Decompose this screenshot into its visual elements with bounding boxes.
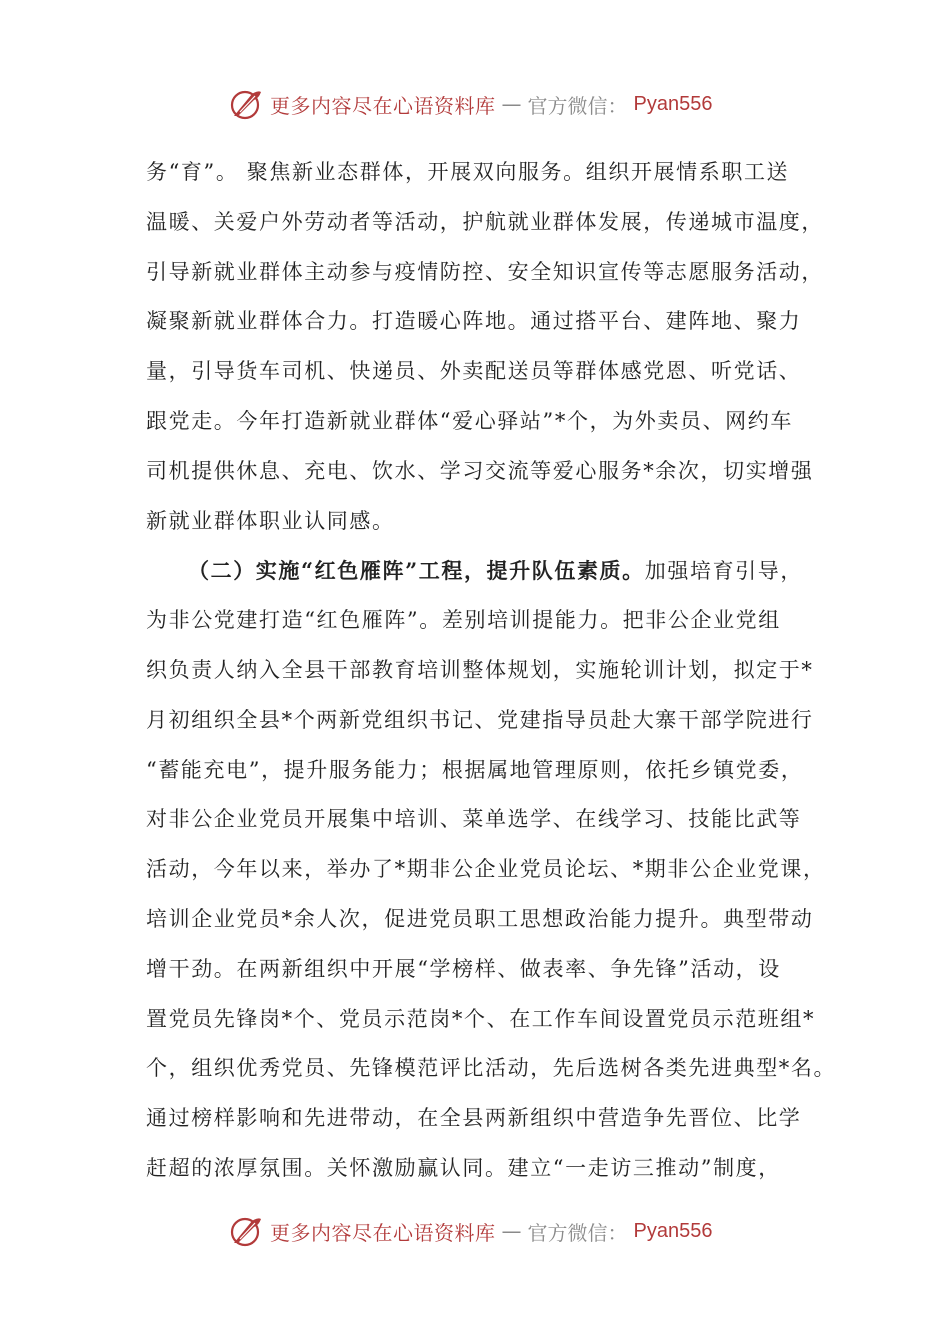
text-line: 温暖、关爱户外劳动者等活动，护航就业群体发展，传递城市温度， <box>146 209 824 234</box>
text-line: 赶超的浓厚氛围。关怀激励赢认同。建立“一走访三推动”制度， <box>146 1155 781 1180</box>
watermark-footer <box>228 1211 712 1251</box>
text-line: 司机提供休息、充电、饮水、学习交流等爱心服务*余次，切实增强 <box>146 458 814 483</box>
watermark-header <box>228 84 712 124</box>
watermark-separator: — <box>501 1219 522 1243</box>
text-line: “蓄能充电”，提升服务能力；根据属地管理原则，依托乡镇党委， <box>146 757 804 782</box>
text-line: 培训企业党员*余人次，促进党员职工思想政治能力提升。典型带动 <box>146 906 814 931</box>
text-line: 为非公党建打造“红色雁阵”。差别培训提能力。把非公企业党组 <box>146 608 781 633</box>
text-line: 月初组织全县*个两新党组织书记、党建指导员赴大寨干部学院进行 <box>146 707 814 732</box>
watermark-subtext: 官方微信： <box>527 93 628 118</box>
watermark-text: 更多内容尽在心语资料库 <box>270 93 496 118</box>
text-line: 个，组织优秀党员、先锋模范评比活动，先后选树各类先进典型*名。 <box>146 1056 837 1081</box>
quill-pen-circle-icon <box>228 1213 264 1249</box>
text-line: 务“育”。 聚焦新业态群体，开展双向服务。组织开展情系职工送 <box>146 160 790 184</box>
text-line: 量，引导货车司机、快递员、外卖配送员等群体感党恩、听党话、 <box>146 359 802 384</box>
quill-pen-circle-icon <box>228 86 264 122</box>
text-line: 对非公企业党员开展集中培训、菜单选学、在线学习、技能比武等 <box>146 807 802 832</box>
text-line: 活动，今年以来，举办了*期非公企业党员论坛、*期非公企业党课， <box>146 857 826 882</box>
watermark-text: 更多内容尽在心语资料库 <box>270 1220 496 1245</box>
text-line: 新就业群体职业认同感。 <box>146 508 395 533</box>
text-line: 织负责人纳入全县干部教育培训整体规划，实施轮训计划，拟定于* <box>146 657 814 682</box>
watermark-separator: — <box>501 92 522 116</box>
watermark-wechat-id: Pyan556 <box>633 92 713 115</box>
section-heading-continuation: 加强培育引导， <box>644 559 803 584</box>
watermark-subtext: 官方微信： <box>527 1220 628 1245</box>
text-line: 增干劲。在两新组织中开展“学榜样、做表率、争先锋”活动，设 <box>146 956 781 981</box>
section-heading-line <box>146 546 816 596</box>
text-line: 引导新就业群体主动参与疫情防控、安全知识宣传等志愿服务活动， <box>146 259 824 284</box>
body-text <box>146 148 837 1194</box>
text-line: 置党员先锋岗*个、党员示范岗*个、在工作车间设置党员示范班组* <box>146 1006 816 1031</box>
text-line: 跟党走。今年打造新就业群体“爱心驿站”*个，为外卖员、网约车 <box>146 408 793 433</box>
text-line: 凝聚新就业群体合力。打造暖心阵地。通过搭平台、建阵地、聚力 <box>146 309 802 334</box>
text-line: 通过榜样影响和先进带动，在全县两新组织中营造争先晋位、比学 <box>146 1106 802 1131</box>
section-heading: （二）实施“红色雁阵”工程，提升队伍素质。 <box>188 558 645 584</box>
watermark-wechat-id: Pyan556 <box>633 1219 713 1242</box>
